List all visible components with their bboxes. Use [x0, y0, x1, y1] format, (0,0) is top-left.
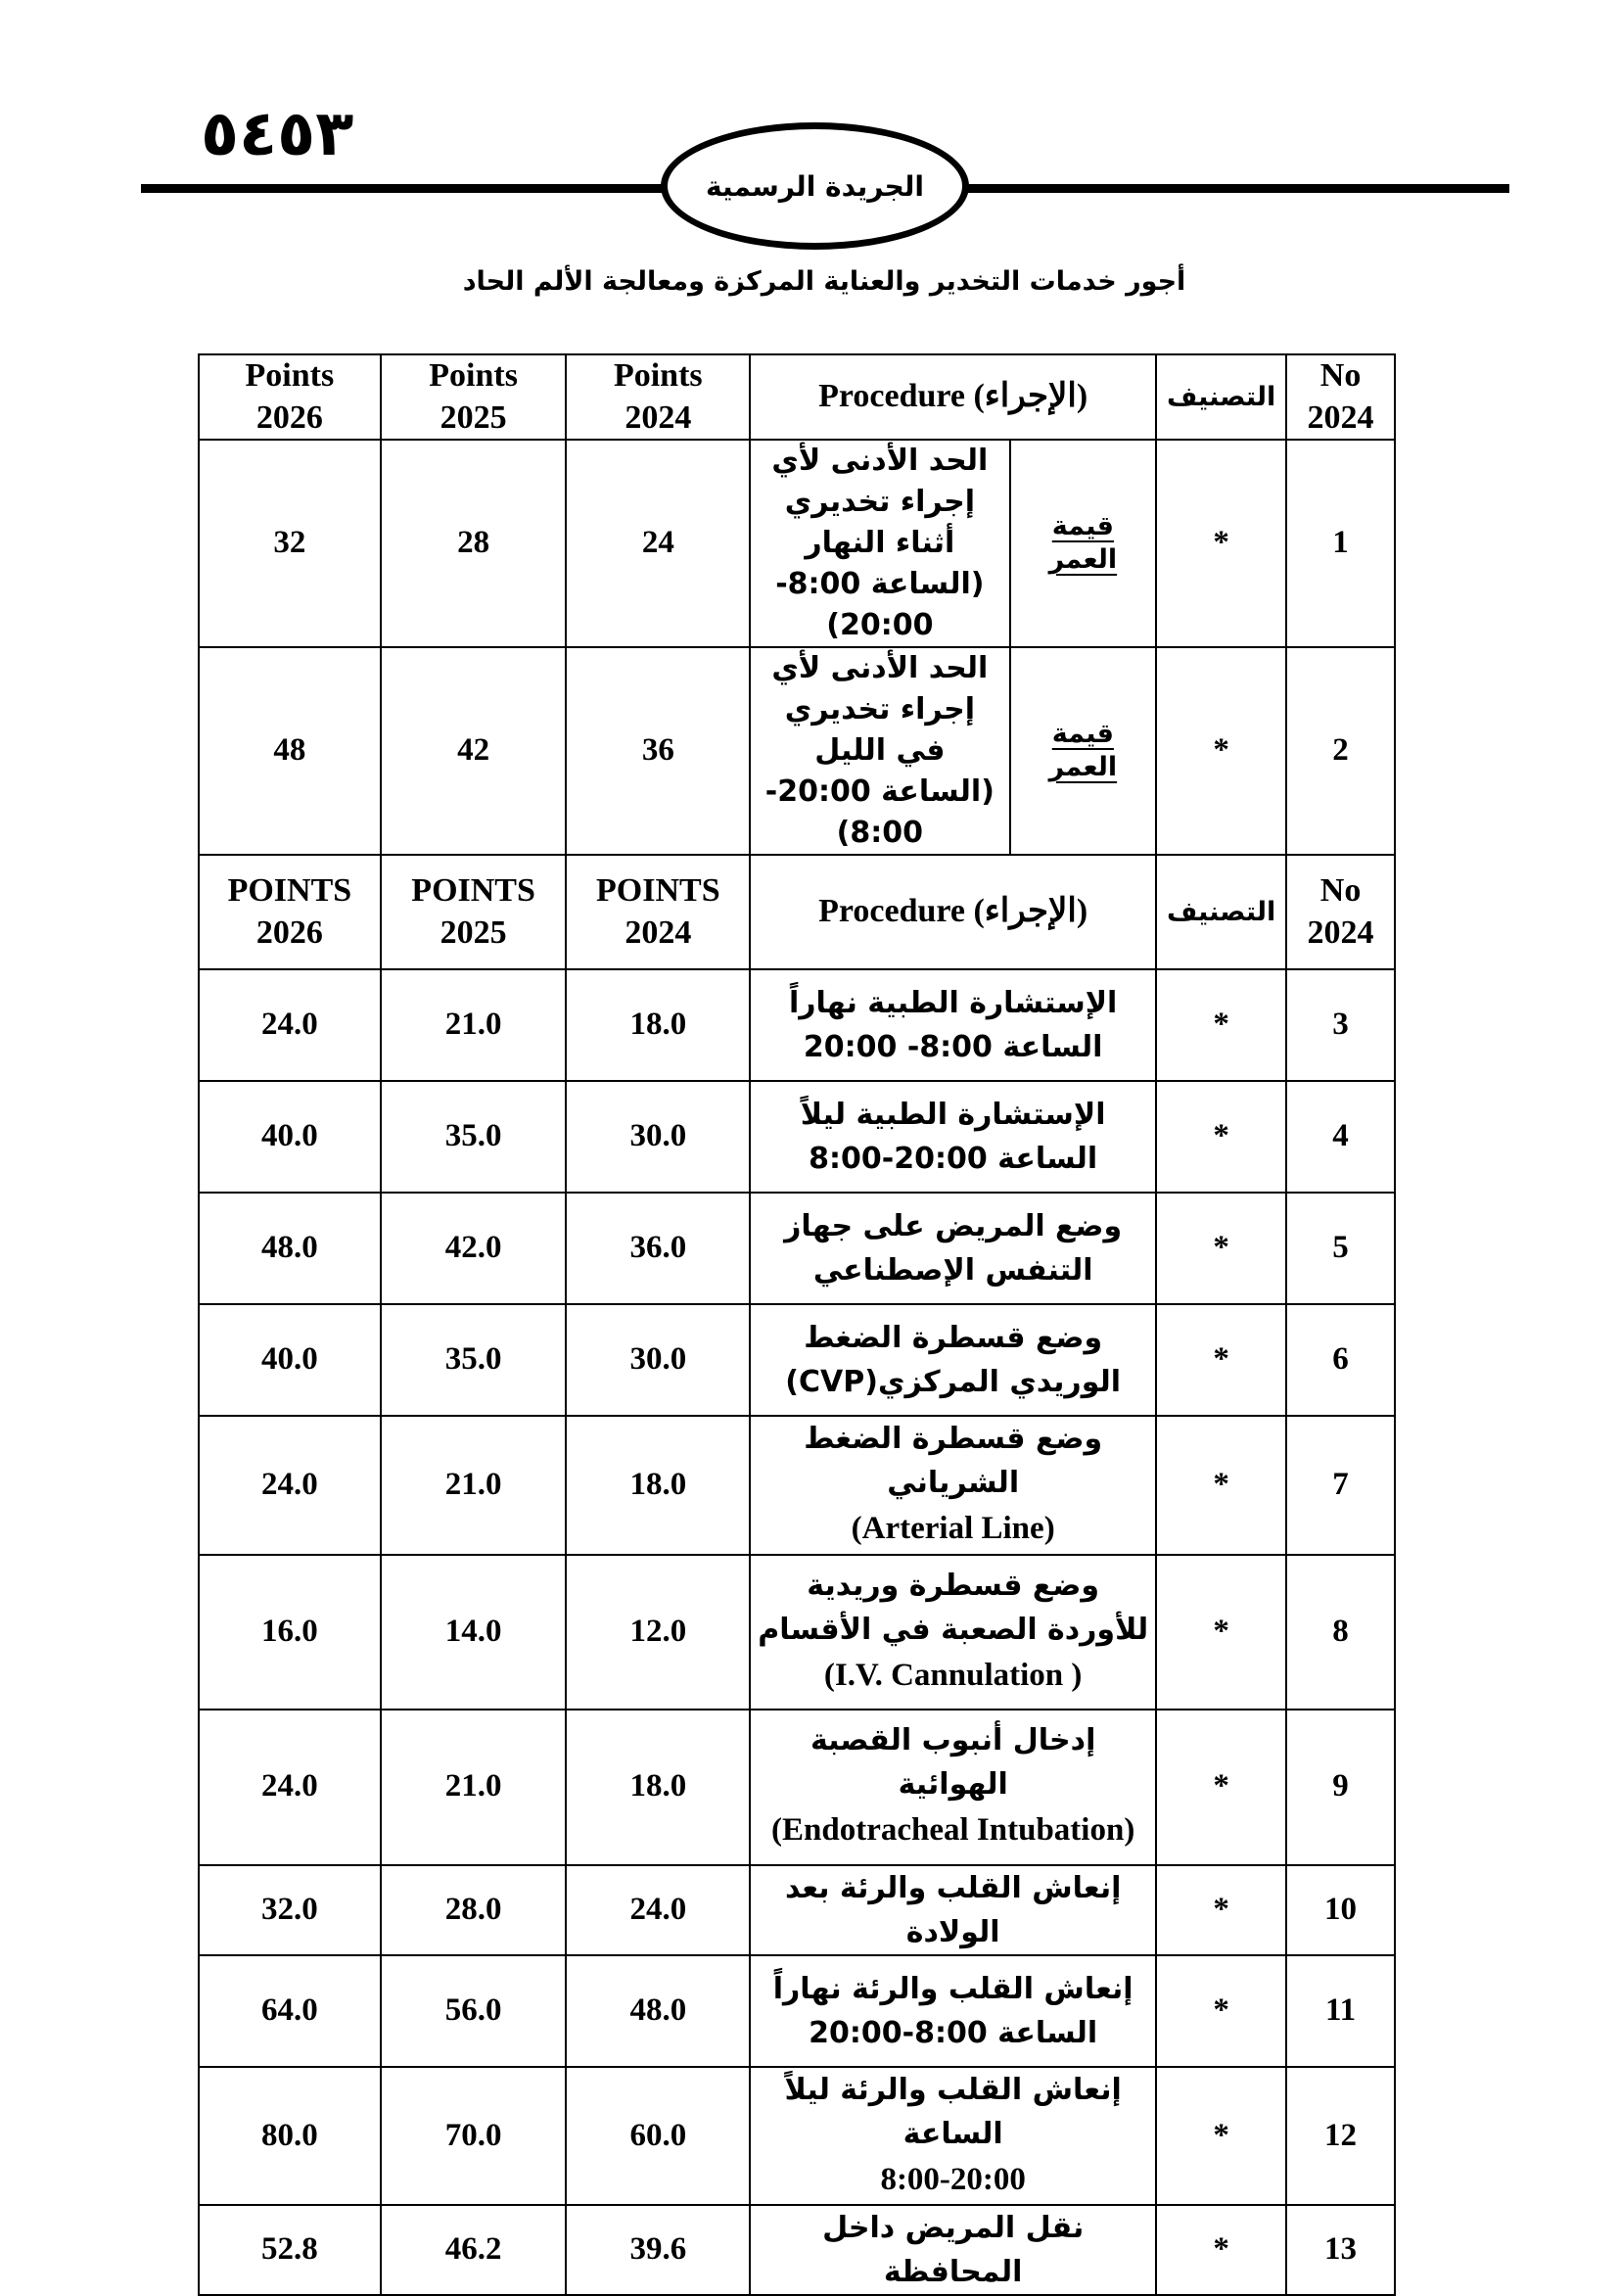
header-class: التصنيف — [1156, 354, 1286, 440]
points-2024: 60.0 — [566, 2067, 750, 2206]
points-2025: 28.0 — [381, 1865, 567, 1955]
procedure: وضع قسطرة الضغط الشرياني (Arterial Line) — [750, 1416, 1156, 1555]
header-points-2026: POINTS 2026 — [199, 855, 381, 969]
class: * — [1156, 2205, 1286, 2295]
header-no: No 2024 — [1286, 354, 1395, 440]
class: * — [1156, 1193, 1286, 1304]
row-number: 6 — [1286, 1304, 1395, 1416]
document-title: أجور خدمات التخدير والعناية المركزة ومعالجة الألم الحاد — [462, 266, 1186, 297]
procedure-subtype: قيمة العمر — [1010, 647, 1157, 855]
row-number: 3 — [1286, 969, 1395, 1081]
points-2024: 24.0 — [566, 1865, 750, 1955]
table-row — [199, 1416, 1395, 1555]
header-procedure: Procedure (الإجراء) — [750, 354, 1156, 440]
points-2026: 52.8 — [199, 2205, 381, 2295]
class: * — [1156, 647, 1286, 855]
table-row — [199, 1081, 1395, 1193]
procedure: إدخال أنبوب القصبة الهوائية (Endotracheal Intubation) — [750, 1710, 1156, 1865]
class: * — [1156, 2067, 1286, 2206]
points-2026: 24.0 — [199, 1416, 381, 1555]
points-2024: 24 — [566, 440, 750, 647]
header-points-2025: POINTS 2025 — [381, 855, 567, 969]
procedure-english: (Arterial Line) — [851, 1511, 1055, 1546]
table-row — [199, 969, 1395, 1081]
class: * — [1156, 1955, 1286, 2067]
row-number: 4 — [1286, 1081, 1395, 1193]
points-2026: 40.0 — [199, 1081, 381, 1193]
procedure-subtype: قيمة العمر — [1010, 440, 1157, 647]
row-number: 10 — [1286, 1865, 1395, 1955]
points-2026: 32.0 — [199, 1865, 381, 1955]
points-2024: 36 — [566, 647, 750, 855]
points-2024: 48.0 — [566, 1955, 750, 2067]
points-2026: 40.0 — [199, 1304, 381, 1416]
procedure: نقل المريض داخل المحافظة — [750, 2205, 1156, 2295]
points-2024: 30.0 — [566, 1304, 750, 1416]
gazette-name-oval — [661, 122, 969, 250]
points-2025: 21.0 — [381, 969, 567, 1081]
points-2025: 28 — [381, 440, 567, 647]
points-2025: 46.2 — [381, 2205, 567, 2295]
table-row — [199, 1710, 1395, 1865]
points-2025: 21.0 — [381, 1710, 567, 1865]
points-2026: 32 — [199, 440, 381, 647]
points-2025: 42 — [381, 647, 567, 855]
points-2026: 16.0 — [199, 1555, 381, 1710]
points-2025: 35.0 — [381, 1081, 567, 1193]
fees-table — [198, 353, 1396, 2296]
table-header-row — [199, 855, 1395, 969]
header-class: التصنيف — [1156, 855, 1286, 969]
header-no: No 2024 — [1286, 855, 1395, 969]
header-points-2025: Points 2025 — [381, 354, 567, 440]
class: * — [1156, 440, 1286, 647]
points-2024: 18.0 — [566, 969, 750, 1081]
table-row — [199, 440, 1395, 647]
table-row — [199, 1304, 1395, 1416]
row-number: 1 — [1286, 440, 1395, 647]
class: * — [1156, 969, 1286, 1081]
row-number: 11 — [1286, 1955, 1395, 2067]
procedure: الإستشارة الطبية ليلاً الساعة 20:00-8:00 — [750, 1081, 1156, 1193]
class: * — [1156, 1865, 1286, 1955]
points-2024: 36.0 — [566, 1193, 750, 1304]
table-row — [199, 1193, 1395, 1304]
class: * — [1156, 1081, 1286, 1193]
row-number: 8 — [1286, 1555, 1395, 1710]
row-number: 7 — [1286, 1416, 1395, 1555]
procedure: إنعاش القلب والرئة بعد الولادة — [750, 1865, 1156, 1955]
header-points-2026: Points 2026 — [199, 354, 381, 440]
gazette-name: الجريدة الرسمية — [706, 169, 924, 203]
points-2025: 35.0 — [381, 1304, 567, 1416]
procedure: إنعاش القلب والرئة ليلاً الساعة 8:00-20:00 — [750, 2067, 1156, 2206]
table-row — [199, 1955, 1395, 2067]
header-points-2024: Points 2024 — [566, 354, 750, 440]
table-row — [199, 2205, 1395, 2295]
points-2025: 21.0 — [381, 1416, 567, 1555]
header-procedure: Procedure (الإجراء) — [750, 855, 1156, 969]
procedure: الحد الأدنى لأي إجراء تخديري في الليل (الساعة 20:00- 8:00) — [750, 647, 1009, 855]
class: * — [1156, 1710, 1286, 1865]
points-2024: 12.0 — [566, 1555, 750, 1710]
points-2026: 64.0 — [199, 1955, 381, 2067]
row-number: 9 — [1286, 1710, 1395, 1865]
points-2026: 24.0 — [199, 969, 381, 1081]
points-2025: 70.0 — [381, 2067, 567, 2206]
row-number: 5 — [1286, 1193, 1395, 1304]
page-number: ٥٤٥٣ — [201, 98, 354, 170]
table-row — [199, 1555, 1395, 1710]
procedure: وضع قسطرة وريدية للأوردة الصعبة في الأقسام ( I.V. Cannulation) — [750, 1555, 1156, 1710]
table-row — [199, 647, 1395, 855]
row-number: 2 — [1286, 647, 1395, 855]
points-2024: 39.6 — [566, 2205, 750, 2295]
class: * — [1156, 1416, 1286, 1555]
points-2026: 80.0 — [199, 2067, 381, 2206]
points-2024: 18.0 — [566, 1710, 750, 1865]
row-number: 12 — [1286, 2067, 1395, 2206]
points-2025: 42.0 — [381, 1193, 567, 1304]
points-2024: 30.0 — [566, 1081, 750, 1193]
row-number: 13 — [1286, 2205, 1395, 2295]
points-2024: 18.0 — [566, 1416, 750, 1555]
points-2026: 24.0 — [199, 1710, 381, 1865]
procedure: الإستشارة الطبية نهاراً الساعة 8:00- 20:00 — [750, 969, 1156, 1081]
points-2026: 48 — [199, 647, 381, 855]
class: * — [1156, 1304, 1286, 1416]
procedure: إنعاش القلب والرئة نهاراً الساعة 8:00-20:00 — [750, 1955, 1156, 2067]
points-2026: 48.0 — [199, 1193, 381, 1304]
procedure: الحد الأدنى لأي إجراء تخديري أثناء النهار (الساعة 8:00- 20:00) — [750, 440, 1009, 647]
procedure: وضع قسطرة الضغط الوريدي المركزي(CVP) — [750, 1304, 1156, 1416]
points-2025: 14.0 — [381, 1555, 567, 1710]
table-row — [199, 2067, 1395, 2206]
procedure-english: 8:00-20:00 — [880, 2161, 1026, 2197]
table-row — [199, 1865, 1395, 1955]
points-2025: 56.0 — [381, 1955, 567, 2067]
procedure: وضع المريض على جهاز التنفس الإصطناعي — [750, 1193, 1156, 1304]
procedure-english: (Endotracheal Intubation) — [771, 1812, 1135, 1849]
class: * — [1156, 1555, 1286, 1710]
header-points-2024: POINTS 2024 — [566, 855, 750, 969]
table-header-row — [199, 354, 1395, 440]
procedure-english: ( I.V. Cannulation) — [823, 1657, 1083, 1693]
